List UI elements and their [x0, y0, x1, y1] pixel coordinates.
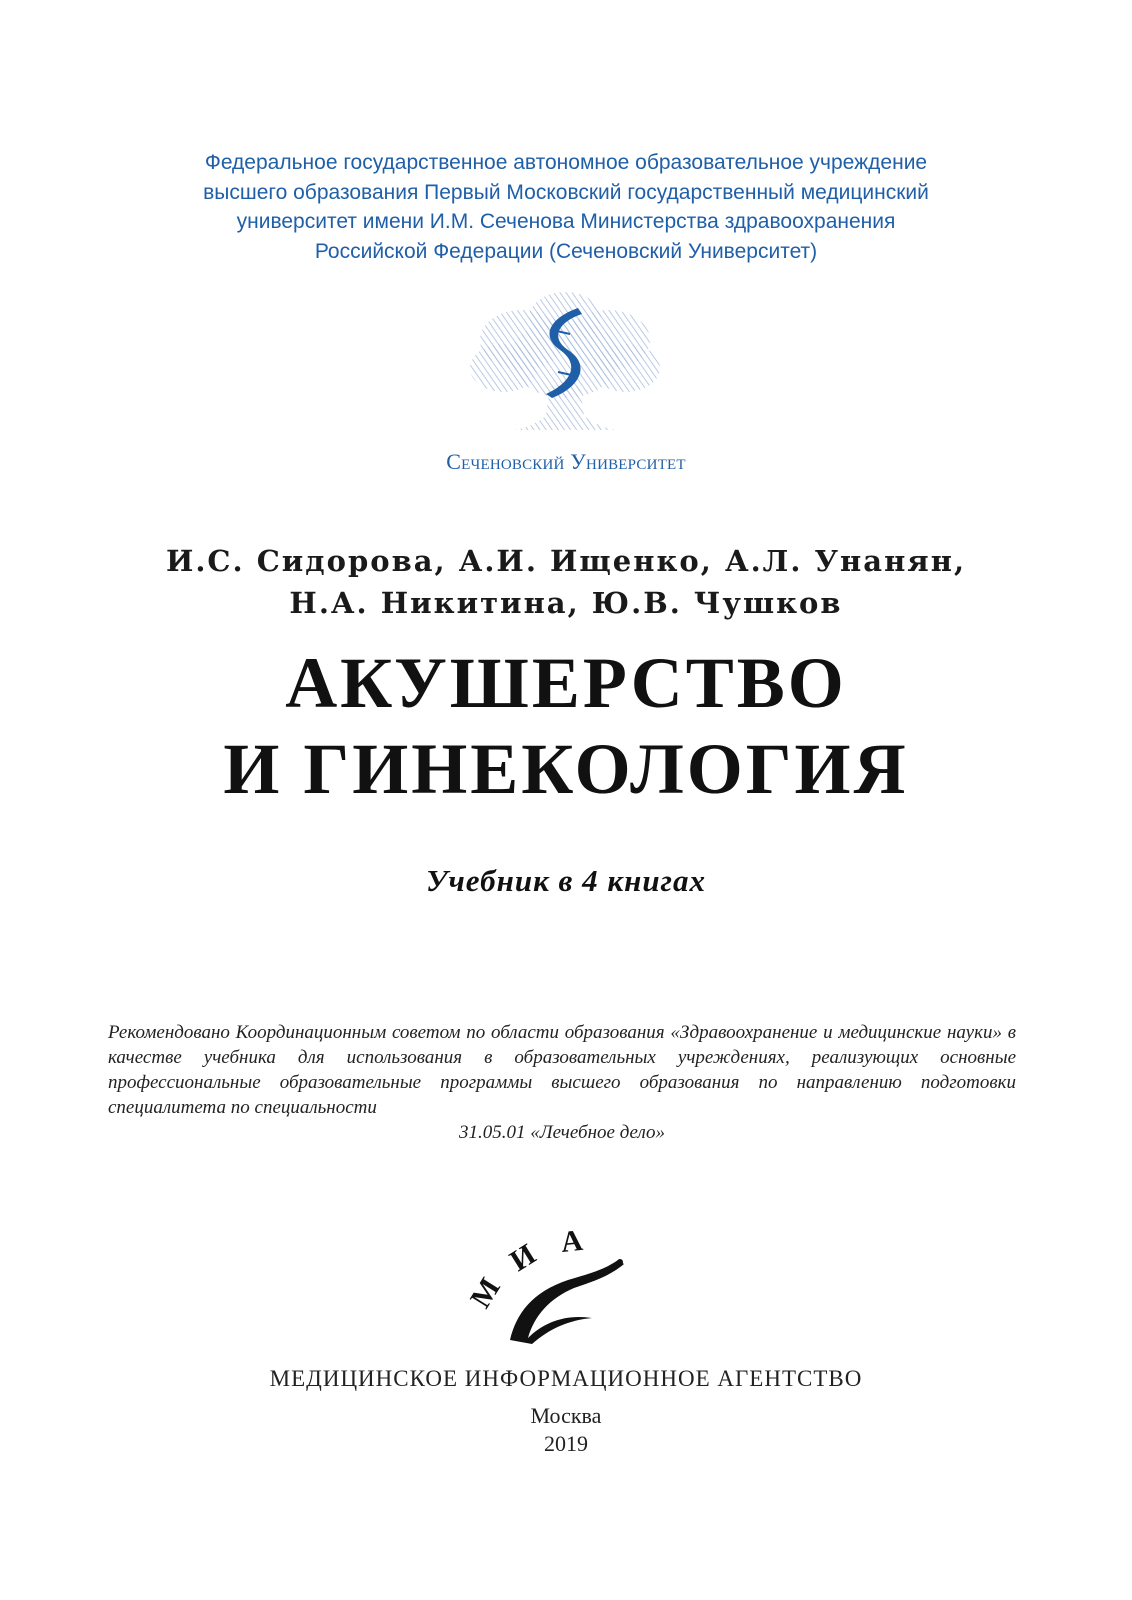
publication-year: 2019	[544, 1431, 588, 1456]
recommendation-specialty: 31.05.01 «Лечебное дело»	[458, 1122, 666, 1143]
authors	[0, 540, 1132, 624]
svg-text:И: И	[504, 1237, 542, 1278]
authors-line: Н.А. Никитина, Ю.В. Чушков	[289, 586, 843, 620]
book-title	[0, 640, 1132, 812]
institution-line: Федеральное государственное автономное образовательное учреждение	[204, 151, 928, 174]
mia-publisher-logo-icon	[463, 1222, 640, 1352]
institution-line: университет имени И.М. Сеченова Министерства здравоохранения	[236, 210, 896, 233]
authors-line: И.С. Сидорова, А.И. Ищенко, А.Л. Унанян,	[165, 544, 967, 578]
book-title-line: И ГИНЕКОЛОГИЯ	[223, 729, 909, 809]
book-title-line: АКУШЕРСТВО	[285, 643, 847, 723]
svg-text:А: А	[559, 1223, 585, 1259]
publication-city: Москва	[530, 1403, 602, 1428]
book-subtitle: Учебник в 4 книгах	[425, 863, 707, 898]
institution-name	[0, 148, 1132, 266]
institution-line: высшего образования Первый Московский государственный медицинский	[203, 180, 929, 204]
recommendation-body: Рекомендовано Координационным советом по области образования «Здравоохранение и медицинские науки» в качестве учебника для использования в образовательных учреждениях, реализующих основные профессиональные образовательные программы высшего образования по направлению подготовки специалитета по специальности	[108, 1022, 1016, 1118]
publisher-name: МЕДИЦИНСКОЕ ИНФОРМАЦИОННОЕ АГЕНТСТВО	[269, 1366, 863, 1391]
tree-dna-logo-icon	[466, 290, 664, 438]
university-name: Сеченовский Университет	[446, 449, 686, 474]
svg-text:М: М	[463, 1272, 507, 1314]
recommendation-text	[108, 1020, 1016, 1145]
institution-line: Российской Федерации (Сеченовский Университет)	[314, 239, 818, 263]
